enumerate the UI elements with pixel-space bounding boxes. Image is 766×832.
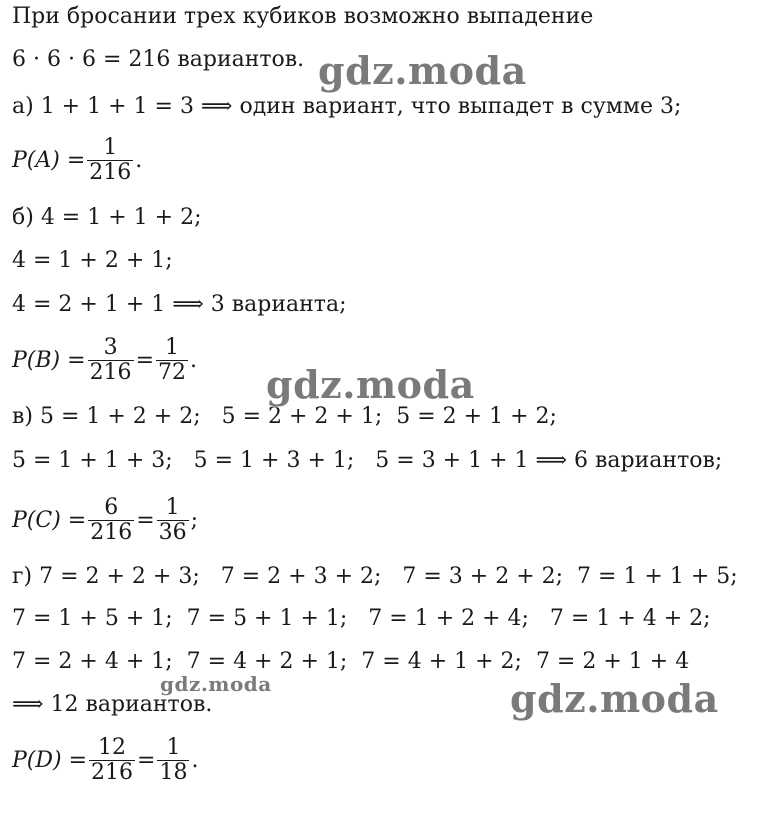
pc-fraction-1	[88, 496, 134, 545]
pb-eq: =	[135, 347, 154, 373]
part-d-line-3: 7 = 2 + 4 + 1; 7 = 4 + 2 + 1; 7 = 4 + 1 + 2; 7 = 2 + 1 + 4	[12, 649, 690, 674]
intro-line: При бросании трех кубиков возможно выпадение	[12, 4, 594, 29]
pb-denominator-1: 216	[89, 359, 132, 385]
pb-numerator-1: 3	[103, 334, 118, 360]
pa-denominator: 216	[89, 159, 132, 185]
pd-fraction-1	[89, 736, 135, 785]
probability-c	[12, 490, 198, 550]
part-d-line-4: ⟹ 12 вариантов.	[12, 692, 213, 717]
pd-lhs: P(D) =	[12, 747, 88, 773]
watermark-4: gdz.moda	[510, 676, 719, 721]
pa-fraction	[87, 136, 133, 185]
probability-a	[12, 130, 142, 190]
total-outcomes-line: 6 · 6 · 6 = 216 вариантов.	[12, 47, 305, 72]
part-d-line-2: 7 = 1 + 5 + 1; 7 = 5 + 1 + 1; 7 = 1 + 2 + 4; 7 = 1 + 4 + 2;	[12, 606, 711, 631]
pd-eq: =	[137, 747, 156, 773]
pc-denominator-1: 216	[90, 519, 133, 545]
pb-fraction-1	[88, 336, 134, 385]
probability-b	[12, 330, 197, 390]
watermark-3: gdz.moda	[160, 672, 272, 696]
pa-lhs: P(A) =	[12, 147, 86, 173]
pb-numerator-2: 1	[165, 334, 179, 360]
part-b-line-2: 4 = 1 + 2 + 1;	[12, 248, 173, 273]
pc-end: ;	[190, 507, 199, 533]
part-a-line: а) 1 + 1 + 1 = 3 ⟹ один вариант, что выпадет в сумме 3;	[12, 94, 682, 119]
pd-denominator-2: 18	[159, 759, 188, 785]
part-b-line-3: 4 = 2 + 1 + 1 ⟹ 3 варианта;	[12, 292, 347, 317]
pd-numerator-1: 12	[98, 734, 127, 760]
watermark-2: gdz.moda	[266, 362, 475, 407]
pb-fraction-2	[156, 336, 188, 385]
pc-denominator-2: 36	[158, 519, 187, 545]
part-b-line-1: б) 4 = 1 + 1 + 2;	[12, 205, 202, 230]
pb-end: .	[190, 347, 197, 373]
pd-fraction-2	[157, 736, 189, 785]
pc-lhs: P(C) =	[12, 507, 87, 533]
pa-end: .	[135, 147, 143, 173]
part-c-line-2: 5 = 1 + 1 + 3; 5 = 1 + 3 + 1; 5 = 3 + 1 + 1 ⟹ 6 вариантов;	[12, 448, 723, 473]
pa-numerator: 1	[103, 134, 118, 160]
pc-numerator-2: 1	[165, 494, 180, 520]
part-c-line-1: в) 5 = 1 + 2 + 2; 5 = 2 + 2 + 1; 5 = 2 + 1 + 2;	[12, 404, 557, 429]
part-d-line-1: г) 7 = 2 + 2 + 3; 7 = 2 + 3 + 2; 7 = 3 + 2 + 2; 7 = 1 + 1 + 5;	[12, 564, 738, 589]
pc-numerator-1: 6	[104, 494, 119, 520]
watermark-1: gdz.moda	[318, 48, 527, 93]
pb-denominator-2: 72	[158, 359, 186, 385]
pd-end: .	[191, 747, 199, 773]
pd-numerator-2: 1	[166, 734, 181, 760]
pd-denominator-1: 216	[91, 759, 134, 785]
pb-lhs: P(B) =	[12, 347, 86, 373]
pc-eq: =	[136, 507, 155, 533]
pc-fraction-2	[157, 496, 189, 545]
probability-d	[12, 730, 198, 790]
